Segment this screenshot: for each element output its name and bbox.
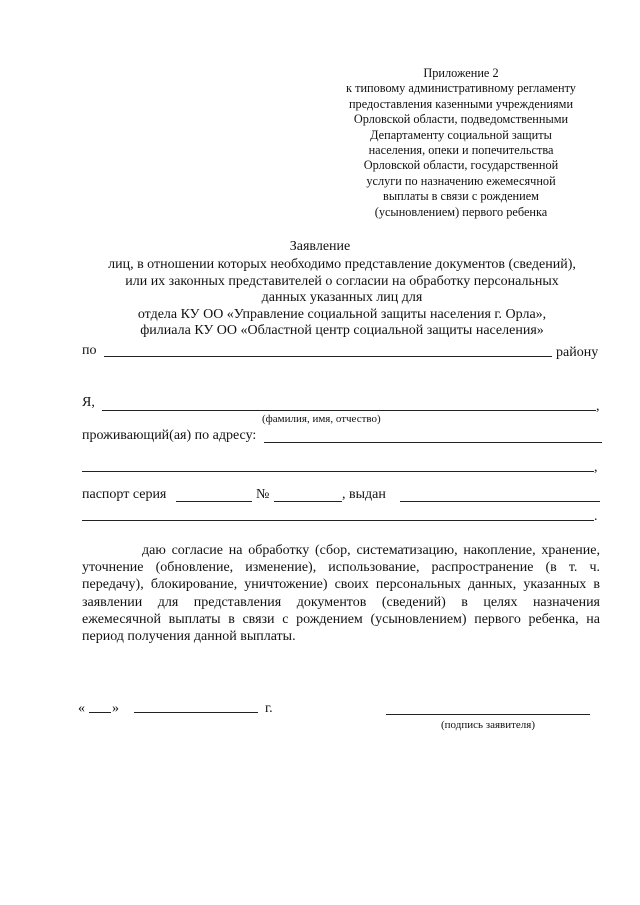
passport-series-field-line[interactable] — [176, 501, 252, 502]
document-title: Заявление — [289, 239, 351, 254]
consent-line: период получения данной выплаты. — [82, 629, 296, 645]
appendix-line: Орловской области, государственной — [363, 158, 559, 173]
date-close-quote: » — [112, 701, 119, 716]
issued-line-end: . — [594, 509, 598, 524]
year-suffix: г. — [265, 701, 273, 716]
passport-number-field-line[interactable] — [274, 501, 342, 502]
fio-caption: (фамилия, имя, отчество) — [262, 413, 381, 425]
address-line-end: , — [594, 460, 598, 475]
consent-line: ежемесячной выплаты в связи с рождением (усыновлением) первого ребенка, на — [82, 611, 600, 627]
document-subtitle — [72, 257, 612, 340]
date-open-quote: « — [78, 701, 85, 716]
subtitle-line: отдела КУ ОО «Управление социальной защиты населения г. Орла», — [137, 306, 547, 322]
consent-line: уточнение (обновление, изменение), использование, распространение (в т. ч. — [82, 560, 600, 576]
appendix-line: (усыновлением) первого ребенка — [374, 204, 548, 219]
ya-label: Я, — [82, 395, 95, 410]
appendix-line: услуги по назначению ежемесячной — [366, 173, 556, 188]
fio-line-end: , — [596, 399, 600, 414]
date-day-field-line[interactable] — [89, 712, 111, 713]
signature-caption: (подпись заявителя) — [441, 719, 536, 731]
issued-by-field-line-2[interactable] — [82, 520, 594, 521]
signature-field-line[interactable] — [386, 714, 590, 715]
rayon-field-line[interactable] — [104, 356, 552, 357]
subtitle-line: данных указанных лиц для — [261, 290, 423, 306]
appendix-line: Департаменту социальной защиты — [370, 127, 552, 142]
issued-label: , выдан — [342, 487, 386, 502]
rayon-label: району — [556, 345, 599, 360]
appendix-header — [330, 66, 592, 220]
po-label: по — [82, 343, 97, 358]
issued-by-field-line[interactable] — [400, 501, 600, 502]
passport-number-label: № — [256, 487, 270, 502]
appendix-line: предоставления казенными учреждениями — [348, 96, 574, 111]
passport-series-label: паспорт серия — [82, 487, 167, 502]
address-field-line[interactable] — [264, 442, 602, 443]
fio-field-line[interactable] — [102, 410, 596, 411]
subtitle-line: или их законных представителей о согласии на обработку персональных — [125, 273, 559, 289]
consent-line: даю согласие на обработку (сбор, систематизацию, накопление, хранение, — [142, 543, 600, 558]
appendix-line: выплаты в связи с рождением — [383, 189, 539, 204]
consent-line: заявлении для представления документов (сведений) в целях назначения — [82, 594, 600, 610]
address-field-line-2[interactable] — [82, 471, 594, 472]
address-label: проживающий(ая) по адресу: — [82, 428, 257, 443]
date-month-field-line[interactable] — [134, 712, 258, 713]
consent-text — [82, 542, 600, 645]
appendix-line: населения, опеки и попечительства — [368, 143, 554, 158]
appendix-line: к типовому административному регламенту — [346, 81, 576, 96]
appendix-line: Орловской области, подведомственными — [353, 112, 569, 127]
subtitle-line: филиала КУ ОО «Областной центр социальной защиты населения» — [140, 323, 544, 339]
consent-line: передачу), блокирование, уничтожение) своих персональных данных, указанных в — [82, 577, 600, 593]
subtitle-line: лиц, в отношении которых необходимо представление документов (сведений), — [108, 257, 576, 272]
appendix-line: Приложение 2 — [423, 66, 499, 80]
